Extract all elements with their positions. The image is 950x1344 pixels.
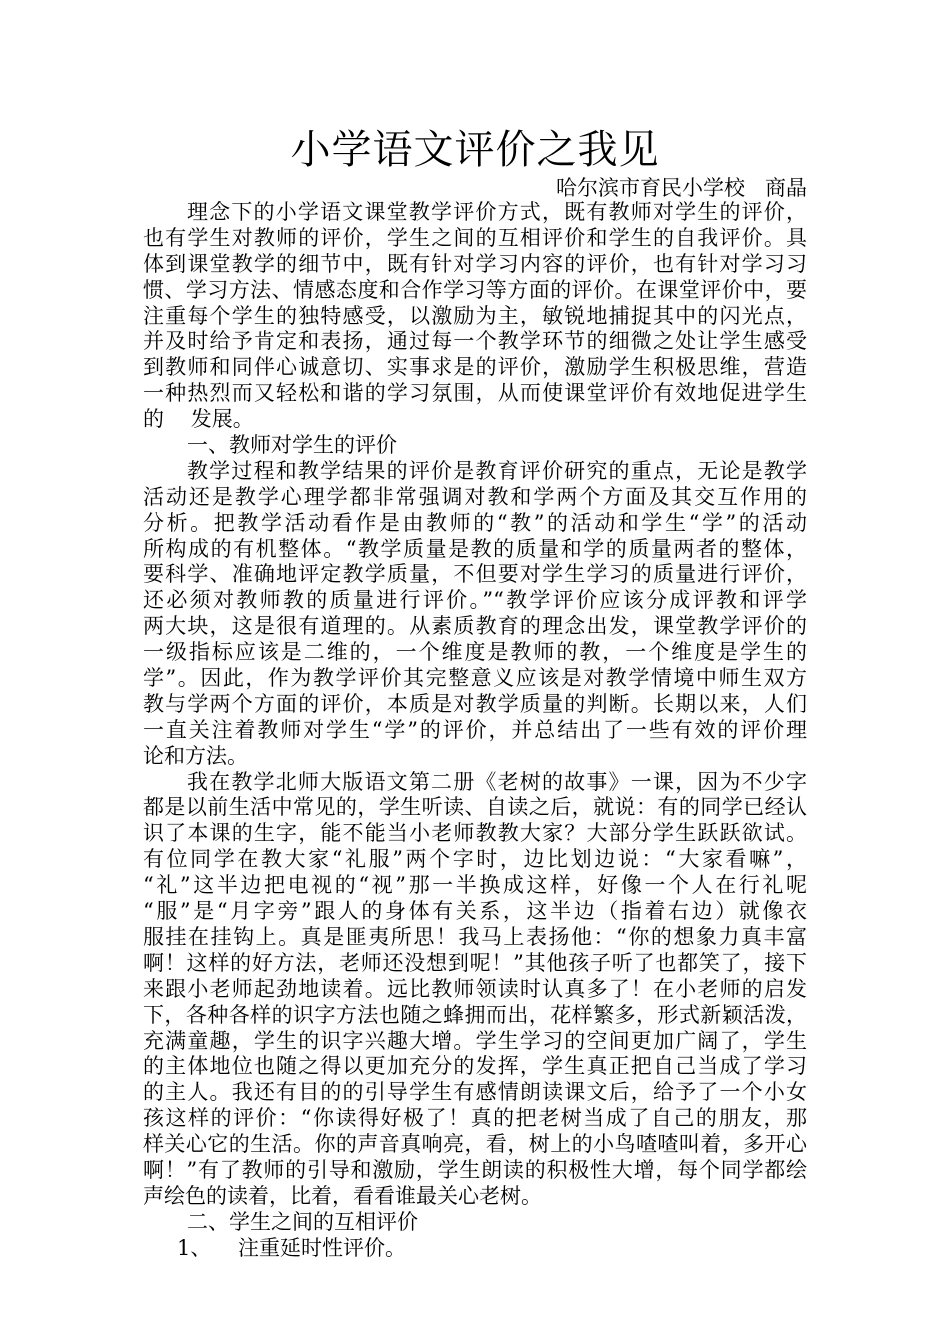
text-line: 也有学生对教师的评价，学生之间的互相评价和学生的自我评价。具 bbox=[143, 225, 807, 250]
section-heading: 一、教师对学生的评价 bbox=[187, 433, 397, 458]
text-line: 服挂在挂钩上。真是匪夷所思！我马上表扬他：“你的想象力真丰富 bbox=[143, 924, 807, 949]
text-line: 声绘色的读着，比着，看看谁最关心老树。 bbox=[143, 1183, 542, 1208]
document-title: 小学语文评价之我见 bbox=[290, 127, 660, 173]
document-body bbox=[143, 200, 807, 1262]
text-line: 的主体地位也随之得以更加充分的发挥，学生真正把自己当成了学习 bbox=[143, 1054, 807, 1079]
text-line: 两大块，这是很有道理的。从素质教育的理念出发，课堂教学评价的 bbox=[143, 614, 807, 639]
text-line: 啊！这样的好方法，老师还没想到呢！”其他孩子听了也都笑了，接下 bbox=[143, 950, 807, 975]
text-line: 一级指标应该是二维的，一个维度是教师的教，一个维度是学生的 bbox=[143, 640, 807, 665]
text-line: 孩这样的评价：“你读得好极了！真的把老树当成了自己的朋友，那 bbox=[143, 1106, 807, 1131]
text-line: 下，各种各样的识字方法也随之蜂拥而出，花样繁多，形式新颖活泼， bbox=[143, 1002, 807, 1027]
text-line: 到教师和同伴心诚意切、实事求是的评价，激励学生积极思维，营造 bbox=[143, 355, 807, 380]
text-line: 教学过程和教学结果的评价是教育评价研究的重点，无论是教学 bbox=[187, 458, 807, 483]
text-line: 分析。把教学活动看作是由教师的“教”的活动和学生“学”的活动 bbox=[143, 510, 807, 535]
text-line: 学”。因此，作为教学评价其完整意义应该是对教学情境中师生双方 bbox=[143, 666, 807, 691]
text-line: 理念下的小学语文课堂教学评价方式，既有教师对学生的评价， bbox=[187, 200, 807, 224]
text-line: 一种热烈而又轻松和谐的学习氛围，从而使课堂评价有效地促进学生 bbox=[143, 381, 807, 406]
text-line: 充满童趣，学生的识字兴趣大增。学生学习的空间更加广阔了，学生 bbox=[143, 1028, 807, 1053]
text-line: 都是以前生活中常见的，学生听读、自读之后，就说：有的同学已经认 bbox=[143, 795, 807, 820]
text-line: 教与学两个方面的评价，本质是对教学质量的判断。长期以来，人们 bbox=[143, 691, 807, 716]
numbered-item: 1、 注重延时性评价。 bbox=[177, 1235, 407, 1260]
text-line: “服”是“月字旁”跟人的身体有关系，这半边（指着右边）就像衣 bbox=[143, 899, 807, 924]
section-heading: 二、学生之间的互相评价 bbox=[187, 1209, 418, 1234]
text-line: 的 发展。 bbox=[143, 407, 254, 432]
author-line: 哈尔滨市育民小学校 商晶 bbox=[555, 176, 807, 200]
text-line: 还必须对教师教的质量进行评价。”“教学评价应该分成评教和评学 bbox=[143, 588, 807, 613]
text-line: 并及时给予肯定和表扬，通过每一个教学环节的细微之处让学生感受 bbox=[143, 329, 807, 354]
text-line: 我在教学北师大版语文第二册《老树的故事》一课，因为不少字 bbox=[187, 769, 807, 794]
text-line: 所构成的有机整体。“教学质量是教的质量和学的质量两者的整体， bbox=[143, 536, 807, 561]
text-line: 活动还是教学心理学都非常强调对教和学两个方面及其交互作用的 bbox=[143, 484, 807, 509]
text-line: 识了本课的生字，能不能当小老师教教大家？大部分学生跃跃欲试。 bbox=[143, 821, 807, 846]
text-line: 惯、学习方法、情感态度和合作学习等方面的评价。在课堂评价中，要 bbox=[143, 277, 807, 302]
text-line: 来跟小老师起劲地读着。远比教师领读时认真多了！在小老师的启发 bbox=[143, 976, 807, 1001]
text-line: “礼”这半边把电视的“视”那一半换成这样，好像一个人在行礼呢 bbox=[143, 873, 807, 898]
text-line: 注重每个学生的独特感受，以激励为主，敏锐地捕捉其中的闪光点， bbox=[143, 303, 807, 328]
text-line: 一直关注着教师对学生“学”的评价，并总结出了一些有效的评价理 bbox=[143, 717, 807, 742]
text-line: 啊！”有了教师的引导和激励，学生朗读的积极性大增，每个同学都绘 bbox=[143, 1157, 807, 1182]
text-line: 要科学、准确地评定教学质量，不但要对学生学习的质量进行评价， bbox=[143, 562, 807, 587]
text-line: 体到课堂教学的细节中，既有针对学习内容的评价，也有针对学习习 bbox=[143, 251, 807, 276]
text-line: 样关心它的生活。你的声音真响亮，看，树上的小鸟喳喳叫着，多开心 bbox=[143, 1132, 807, 1157]
text-line: 的主人。我还有目的的引导学生有感情朗读课文后，给予了一个小女 bbox=[143, 1080, 807, 1105]
text-line: 论和方法。 bbox=[143, 743, 248, 768]
text-line: 有位同学在教大家“礼服”两个字时，边比划边说：“大家看嘛”， bbox=[143, 847, 807, 872]
